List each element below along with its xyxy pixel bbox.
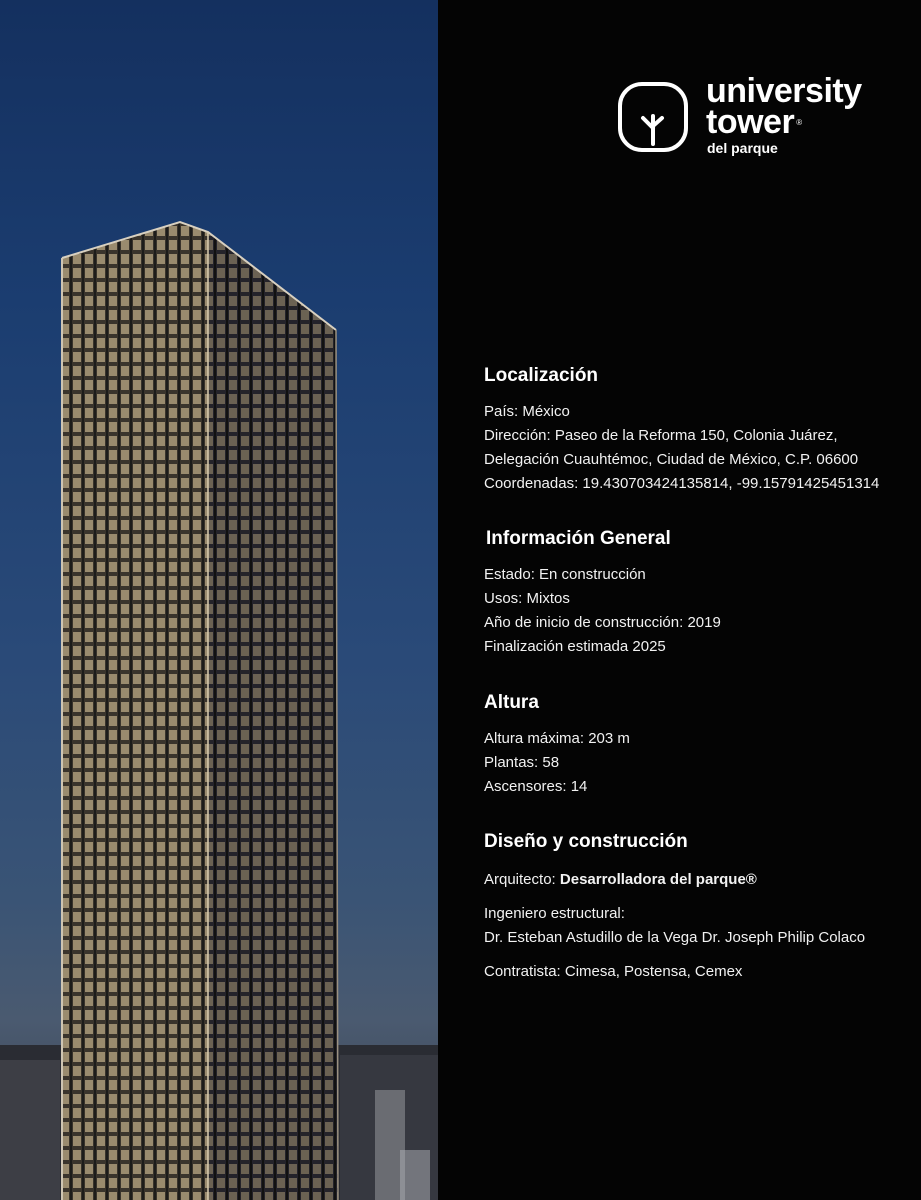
line-contratista: Contratista: Cimesa, Postensa, Cemex — [484, 963, 743, 980]
line-delegacion: Delegación Cuauhtémoc, Ciudad de México, C.P. 06600 — [484, 451, 859, 468]
section-diseno — [484, 830, 904, 984]
section-lines — [484, 563, 906, 659]
registered-mark: ® — [796, 118, 802, 127]
info-panel — [438, 0, 921, 1200]
line-pais: País: México — [484, 403, 570, 420]
line-ascensores: Ascensores: 14 — [484, 778, 588, 795]
section-title: Información General — [486, 528, 671, 549]
section-informacion — [486, 527, 906, 659]
brand-logo — [618, 72, 888, 166]
section-lines — [484, 868, 904, 984]
line-finalizacion: Finalización estimada 2025 — [484, 638, 666, 655]
arquitecto-label: Arquitecto: — [484, 871, 556, 888]
tower-photo — [0, 0, 438, 1200]
brand-name-line1: university — [706, 72, 862, 110]
tree-icon — [618, 82, 688, 152]
brand-name-line2-wrap — [706, 103, 862, 141]
arquitecto-value: Desarrolladora del parque® — [559, 871, 757, 888]
line-estado: Estado: En construcción — [484, 566, 646, 583]
line-direccion: Dirección: Paseo de la Reforma 150, Colonia Juárez, — [484, 427, 838, 444]
section-title: Altura — [484, 692, 539, 713]
line-arquitecto — [484, 868, 904, 892]
line-ingeniero-label: Ingeniero estructural: — [484, 905, 625, 922]
line-usos: Usos: Mixtos — [484, 590, 570, 607]
line-coordenadas: Coordenadas: 19.430703424135814, -99.15791425451314 — [484, 475, 880, 492]
section-title: Localización — [484, 365, 599, 386]
line-plantas: Plantas: 58 — [484, 754, 560, 771]
line-ingeniero-value: Dr. Esteban Astudillo de la Vega Dr. Joseph Philip Colaco — [484, 929, 866, 946]
brand-name — [706, 72, 862, 141]
line-inicio: Año de inicio de construcción: 2019 — [484, 614, 721, 631]
line-altura-maxima: Altura máxima: 203 m — [484, 730, 630, 747]
section-lines — [484, 400, 904, 496]
section-title: Diseño y construcción — [484, 831, 688, 852]
section-localizacion — [484, 364, 904, 496]
brand-subtitle: del parque — [707, 140, 778, 156]
section-lines — [484, 727, 904, 799]
brand-name-line2: tower — [706, 103, 795, 141]
section-altura — [484, 691, 904, 799]
